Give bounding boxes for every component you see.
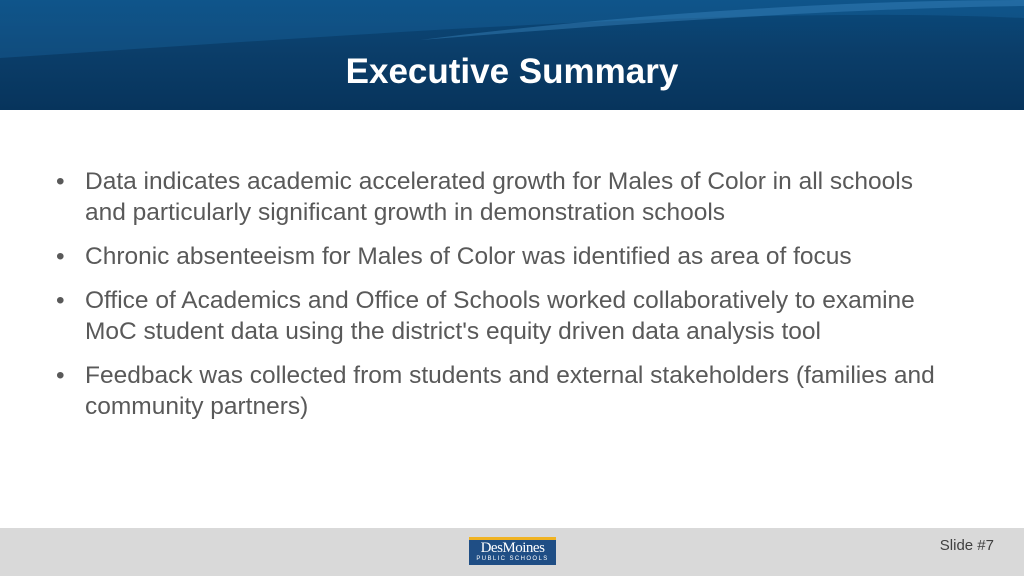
title-banner	[0, 0, 1024, 110]
logo-subtext: PUBLIC SCHOOLS	[476, 556, 549, 562]
bullet-icon: •	[56, 287, 65, 314]
des-moines-logo	[469, 537, 556, 565]
bullet-text: Office of Academics and Office of Schools worked collaboratively to examine MoC student data using the district's equity driven data analysis tool	[85, 287, 915, 345]
bullet-icon: •	[56, 362, 65, 389]
slide-number: Slide #7	[939, 537, 994, 554]
bullet-text: Data indicates academic accelerated growth for Males of Color in all schools and particularly significant growth in demonstration schools	[85, 168, 913, 226]
bullet-item	[56, 360, 956, 422]
logo-text: DesMoines	[480, 540, 545, 556]
bullet-item	[56, 285, 956, 347]
bullet-list	[56, 166, 956, 435]
slide-title: Executive Summary	[345, 52, 679, 91]
bullet-text: Chronic absenteeism for Males of Color was identified as area of focus	[85, 243, 852, 270]
bullet-icon: •	[56, 168, 65, 195]
bullet-item	[56, 241, 956, 272]
bullet-text: Feedback was collected from students and external stakeholders (families and community partners)	[85, 362, 935, 420]
bullet-icon: •	[56, 243, 65, 270]
bullet-item	[56, 166, 956, 228]
